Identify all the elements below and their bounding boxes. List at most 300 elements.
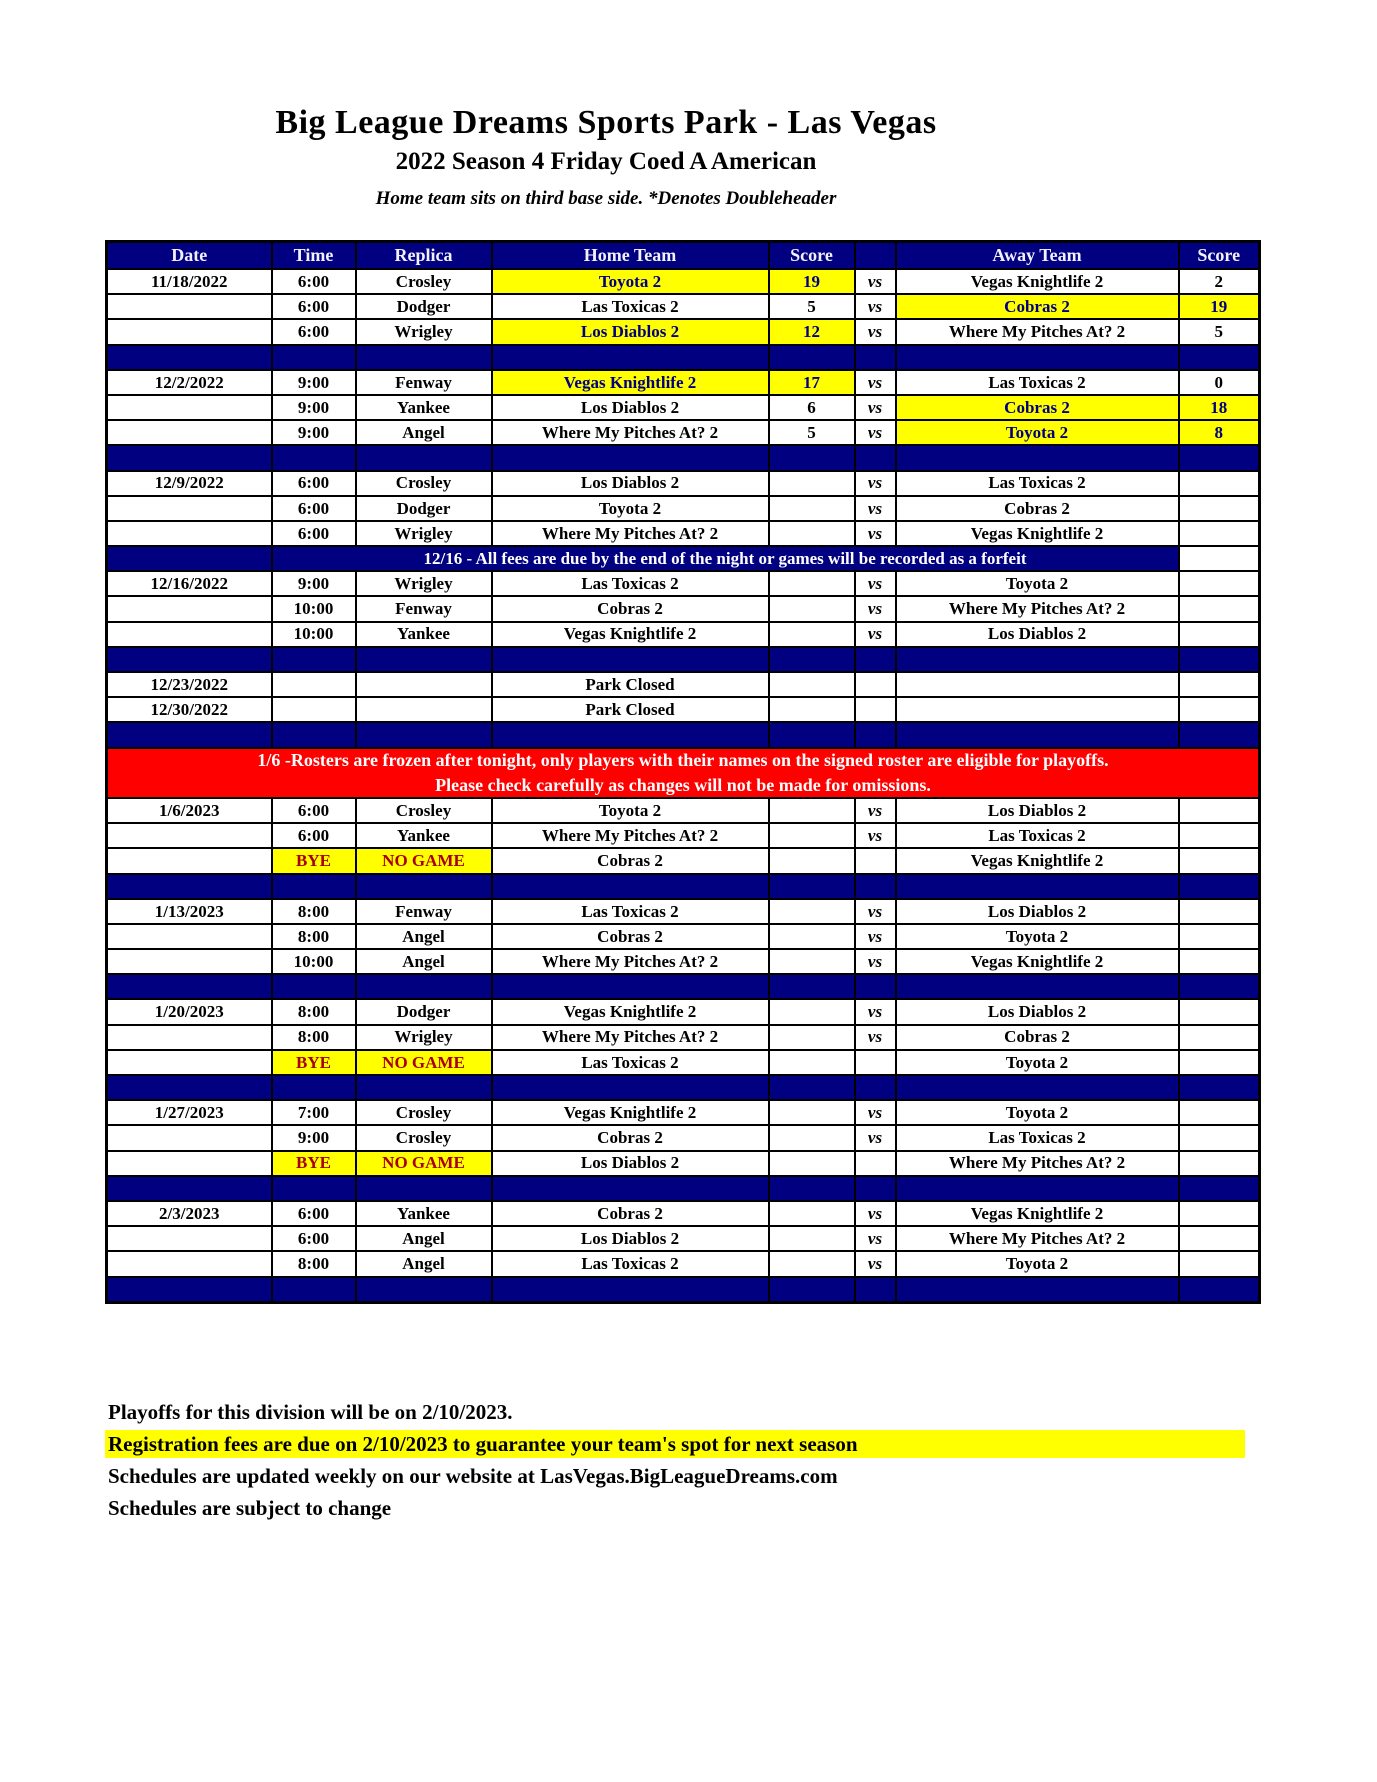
time-cell: 6:00: [272, 521, 356, 546]
away-score-cell: [1179, 848, 1260, 873]
game-row: [107, 622, 1260, 647]
home-team-cell: Las Toxicas 2: [492, 571, 769, 596]
separator-cell: [855, 722, 896, 747]
footer-line-4: Schedules are subject to change: [108, 1496, 392, 1520]
column-header-time: Time: [272, 242, 356, 270]
separator-cell: [896, 345, 1179, 370]
away-team-cell: Toyota 2: [896, 1100, 1179, 1125]
away-score-cell: [1179, 521, 1260, 546]
separator-cell: [855, 445, 896, 470]
vs-cell: vs: [855, 370, 896, 395]
away-team-cell: Vegas Knightlife 2: [896, 1201, 1179, 1226]
time-cell: 6:00: [272, 1201, 356, 1226]
date-cell: 11/18/2022: [107, 269, 272, 294]
separator-cell: [1179, 1176, 1260, 1201]
away-team-cell: Toyota 2: [896, 924, 1179, 949]
away-score-cell: [1179, 496, 1260, 521]
home-team-cell: Cobras 2: [492, 1201, 769, 1226]
separator-cell: [492, 974, 769, 999]
park-closed-row: [107, 697, 1260, 722]
home-score-cell: 6: [769, 395, 855, 420]
page-subtitle: 2022 Season 4 Friday Coed A American: [395, 148, 817, 175]
separator-cell: [769, 345, 855, 370]
roster-notice-row: [107, 773, 1260, 798]
time-cell: [272, 672, 356, 697]
replica-cell: [356, 697, 492, 722]
replica-cell: Dodger: [356, 999, 492, 1024]
date-cell: 12/9/2022: [107, 471, 272, 496]
footer-line-1: Playoffs for this division will be on 2/10/2023.: [108, 1400, 513, 1424]
column-header-replica: Replica: [356, 242, 492, 270]
date-cell: 1/27/2023: [107, 1100, 272, 1125]
away-team-cell: Cobras 2: [896, 496, 1179, 521]
away-team-cell: Cobras 2: [896, 294, 1179, 319]
away-team-cell: [896, 672, 1179, 697]
separator-cell: [107, 974, 272, 999]
game-row: [107, 798, 1260, 823]
home-score-cell: [769, 697, 855, 722]
separator-cell: [769, 647, 855, 672]
away-score-cell: [1179, 672, 1260, 697]
time-cell: 9:00: [272, 370, 356, 395]
separator-row: [107, 1277, 1260, 1303]
separator-cell: [1179, 647, 1260, 672]
date-cell: 1/20/2023: [107, 999, 272, 1024]
home-score-cell: 5: [769, 294, 855, 319]
separator-cell: [855, 874, 896, 899]
time-cell: 6:00: [272, 1226, 356, 1251]
replica-cell: Yankee: [356, 823, 492, 848]
home-team-cell: Where My Pitches At? 2: [492, 521, 769, 546]
replica-cell: Dodger: [356, 294, 492, 319]
away-team-cell: Toyota 2: [896, 1251, 1179, 1276]
date-cell: [107, 294, 272, 319]
separator-cell: [272, 345, 356, 370]
date-cell: [107, 823, 272, 848]
page-header: [0, 104, 1212, 210]
home-score-cell: 12: [769, 319, 855, 344]
column-header-away-team: Away Team: [896, 242, 1179, 270]
separator-cell: [107, 345, 272, 370]
vs-cell: vs: [855, 622, 896, 647]
away-score-cell: [1179, 622, 1260, 647]
date-cell: 12/16/2022: [107, 571, 272, 596]
page-title: Big League Dreams Sports Park - Las Vegas: [275, 104, 937, 141]
home-score-cell: [769, 496, 855, 521]
home-team-cell: Cobras 2: [492, 848, 769, 873]
date-cell: 1/13/2023: [107, 899, 272, 924]
time-cell: 8:00: [272, 924, 356, 949]
home-score-cell: [769, 1025, 855, 1050]
date-cell: [107, 496, 272, 521]
vs-cell: [855, 848, 896, 873]
separator-cell: [356, 445, 492, 470]
time-cell: BYE: [272, 848, 356, 873]
separator-cell: [769, 1176, 855, 1201]
schedule-table-body: [107, 242, 1260, 1303]
replica-cell: Angel: [356, 949, 492, 974]
separator-cell: [492, 1075, 769, 1100]
vs-cell: vs: [855, 999, 896, 1024]
away-team-cell: Where My Pitches At? 2: [896, 319, 1179, 344]
away-team-cell: Los Diablos 2: [896, 798, 1179, 823]
away-score-cell: [1179, 798, 1260, 823]
away-team-cell: Toyota 2: [896, 571, 1179, 596]
time-cell: 8:00: [272, 899, 356, 924]
game-row: [107, 949, 1260, 974]
replica-cell: Fenway: [356, 370, 492, 395]
time-cell: BYE: [272, 1050, 356, 1075]
date-cell: [107, 319, 272, 344]
time-cell: 6:00: [272, 294, 356, 319]
date-cell: [107, 420, 272, 445]
separator-cell: [896, 647, 1179, 672]
separator-cell: [855, 345, 896, 370]
separator-cell: [356, 874, 492, 899]
separator-cell: [356, 974, 492, 999]
separator-cell: [1179, 345, 1260, 370]
replica-cell: Yankee: [356, 1201, 492, 1226]
away-team-cell: Las Toxicas 2: [896, 823, 1179, 848]
away-team-cell: Cobras 2: [896, 395, 1179, 420]
home-score-cell: [769, 999, 855, 1024]
separator-row: [107, 722, 1260, 747]
time-cell: 10:00: [272, 596, 356, 621]
separator-row: [107, 874, 1260, 899]
replica-cell: Yankee: [356, 395, 492, 420]
away-team-cell: Los Diablos 2: [896, 999, 1179, 1024]
home-team-cell: Cobras 2: [492, 1125, 769, 1150]
separator-cell: [272, 1176, 356, 1201]
game-row: [107, 395, 1260, 420]
game-row: [107, 370, 1260, 395]
separator-row: [107, 445, 1260, 470]
bye-row: [107, 1151, 1260, 1176]
date-cell: [107, 1125, 272, 1150]
separator-cell: [356, 345, 492, 370]
home-score-cell: [769, 1226, 855, 1251]
date-cell: 2/3/2023: [107, 1201, 272, 1226]
away-score-cell: 18: [1179, 395, 1260, 420]
separator-cell: [855, 1277, 896, 1303]
away-score-cell: [1179, 571, 1260, 596]
separator-cell: [896, 445, 1179, 470]
vs-cell: [855, 672, 896, 697]
replica-cell: Wrigley: [356, 571, 492, 596]
fees-notice-text: 12/16 - All fees are due by the end of the night or games will be recorded as a forfeit: [272, 546, 1179, 571]
home-team-cell: Los Diablos 2: [492, 471, 769, 496]
away-score-cell: [1179, 1251, 1260, 1276]
footer-line-2: Registration fees are due on 2/10/2023 to guarantee your team's spot for next season: [105, 1430, 1245, 1458]
separator-cell: [1179, 974, 1260, 999]
replica-cell: Crosley: [356, 1125, 492, 1150]
away-team-cell: Toyota 2: [896, 420, 1179, 445]
time-cell: 6:00: [272, 496, 356, 521]
separator-cell: [1179, 722, 1260, 747]
home-score-cell: 19: [769, 269, 855, 294]
replica-cell: Crosley: [356, 798, 492, 823]
vs-cell: vs: [855, 1100, 896, 1125]
time-cell: 9:00: [272, 1125, 356, 1150]
vs-cell: vs: [855, 1226, 896, 1251]
time-cell: 7:00: [272, 1100, 356, 1125]
separator-row: [107, 647, 1260, 672]
separator-cell: [272, 722, 356, 747]
date-cell: 1/6/2023: [107, 798, 272, 823]
date-cell: [107, 622, 272, 647]
separator-cell: [1179, 874, 1260, 899]
game-row: [107, 999, 1260, 1024]
replica-cell: Wrigley: [356, 319, 492, 344]
notice-date-cell: [107, 546, 272, 571]
separator-cell: [107, 445, 272, 470]
vs-cell: vs: [855, 596, 896, 621]
home-score-cell: [769, 1100, 855, 1125]
vs-cell: vs: [855, 924, 896, 949]
replica-cell: Angel: [356, 1251, 492, 1276]
separator-row: [107, 1176, 1260, 1201]
vs-cell: vs: [855, 395, 896, 420]
home-score-cell: [769, 1050, 855, 1075]
away-team-cell: Vegas Knightlife 2: [896, 848, 1179, 873]
vs-cell: vs: [855, 420, 896, 445]
home-team-cell: Toyota 2: [492, 269, 769, 294]
time-cell: 6:00: [272, 823, 356, 848]
separator-cell: [107, 874, 272, 899]
separator-cell: [356, 1176, 492, 1201]
page-footer: [105, 1398, 1245, 1526]
column-header-date: Date: [107, 242, 272, 270]
vs-cell: vs: [855, 571, 896, 596]
away-score-cell: 2: [1179, 269, 1260, 294]
vs-cell: vs: [855, 1025, 896, 1050]
home-score-cell: [769, 672, 855, 697]
away-score-cell: [1179, 471, 1260, 496]
away-score-cell: [1179, 924, 1260, 949]
separator-cell: [492, 874, 769, 899]
schedule-table: [105, 240, 1261, 1304]
separator-cell: [107, 1277, 272, 1303]
separator-cell: [896, 1075, 1179, 1100]
away-score-cell: [1179, 596, 1260, 621]
replica-cell: Crosley: [356, 269, 492, 294]
footer-line-3: Schedules are updated weekly on our website at LasVegas.BigLeagueDreams.com: [108, 1464, 838, 1488]
away-team-cell: Vegas Knightlife 2: [896, 949, 1179, 974]
game-row: [107, 1025, 1260, 1050]
separator-cell: [855, 1075, 896, 1100]
away-score-cell: 0: [1179, 370, 1260, 395]
separator-cell: [492, 345, 769, 370]
separator-cell: [769, 445, 855, 470]
separator-cell: [855, 647, 896, 672]
home-score-cell: 5: [769, 420, 855, 445]
column-header-score: Score: [769, 242, 855, 270]
home-score-cell: [769, 521, 855, 546]
separator-cell: [272, 974, 356, 999]
replica-cell: Yankee: [356, 622, 492, 647]
game-row: [107, 496, 1260, 521]
date-cell: [107, 1151, 272, 1176]
separator-cell: [896, 1277, 1179, 1303]
home-team-note: Home team sits on third base side. *Denotes Doubleheader: [375, 188, 837, 209]
away-score-cell: [1179, 697, 1260, 722]
game-row: [107, 1125, 1260, 1150]
separator-row: [107, 345, 1260, 370]
home-team-cell: Where My Pitches At? 2: [492, 949, 769, 974]
replica-cell: Crosley: [356, 1100, 492, 1125]
away-score-cell: [1179, 949, 1260, 974]
game-row: [107, 1226, 1260, 1251]
away-score-cell: [1179, 1100, 1260, 1125]
home-score-cell: [769, 848, 855, 873]
home-score-cell: [769, 798, 855, 823]
home-score-cell: [769, 471, 855, 496]
game-row: [107, 924, 1260, 949]
away-team-cell: Vegas Knightlife 2: [896, 521, 1179, 546]
replica-cell: Angel: [356, 924, 492, 949]
away-team-cell: Los Diablos 2: [896, 899, 1179, 924]
column-header-score: Score: [1179, 242, 1260, 270]
column-header-vs: [855, 242, 896, 270]
replica-cell: Fenway: [356, 899, 492, 924]
game-row: [107, 571, 1260, 596]
home-team-cell: Toyota 2: [492, 798, 769, 823]
replica-cell: Wrigley: [356, 1025, 492, 1050]
separator-cell: [356, 722, 492, 747]
game-row: [107, 269, 1260, 294]
separator-cell: [1179, 445, 1260, 470]
vs-cell: vs: [855, 949, 896, 974]
vs-cell: [855, 697, 896, 722]
away-team-cell: Where My Pitches At? 2: [896, 1151, 1179, 1176]
away-score-cell: 19: [1179, 294, 1260, 319]
home-score-cell: [769, 1125, 855, 1150]
replica-cell: Wrigley: [356, 521, 492, 546]
replica-cell: NO GAME: [356, 1050, 492, 1075]
separator-cell: [896, 874, 1179, 899]
game-row: [107, 899, 1260, 924]
date-cell: [107, 521, 272, 546]
separator-cell: [272, 647, 356, 672]
away-team-cell: [896, 697, 1179, 722]
separator-cell: [492, 1176, 769, 1201]
time-cell: 9:00: [272, 395, 356, 420]
away-team-cell: Where My Pitches At? 2: [896, 1226, 1179, 1251]
away-score-cell: [1179, 1125, 1260, 1150]
game-row: [107, 319, 1260, 344]
roster-notice-row: [107, 748, 1260, 773]
home-score-cell: 17: [769, 370, 855, 395]
home-team-cell: Where My Pitches At? 2: [492, 420, 769, 445]
away-team-cell: Where My Pitches At? 2: [896, 596, 1179, 621]
vs-cell: vs: [855, 899, 896, 924]
home-team-cell: Las Toxicas 2: [492, 1251, 769, 1276]
home-score-cell: [769, 899, 855, 924]
away-score-cell: [1179, 1226, 1260, 1251]
home-score-cell: [769, 949, 855, 974]
home-team-cell: Vegas Knightlife 2: [492, 622, 769, 647]
home-team-cell: Vegas Knightlife 2: [492, 999, 769, 1024]
replica-cell: NO GAME: [356, 1151, 492, 1176]
away-team-cell: Las Toxicas 2: [896, 1125, 1179, 1150]
separator-cell: [896, 722, 1179, 747]
header-row: [107, 242, 1260, 270]
away-team-cell: Las Toxicas 2: [896, 471, 1179, 496]
separator-cell: [855, 1176, 896, 1201]
separator-cell: [356, 647, 492, 672]
separator-cell: [855, 974, 896, 999]
separator-cell: [272, 1075, 356, 1100]
home-team-cell: Las Toxicas 2: [492, 899, 769, 924]
separator-cell: [272, 874, 356, 899]
home-score-cell: [769, 924, 855, 949]
game-row: [107, 471, 1260, 496]
park-closed-row: [107, 672, 1260, 697]
home-score-cell: [769, 823, 855, 848]
vs-cell: vs: [855, 471, 896, 496]
date-cell: 12/30/2022: [107, 697, 272, 722]
vs-cell: vs: [855, 496, 896, 521]
park-closed-cell: Park Closed: [492, 672, 769, 697]
away-score-cell: [1179, 1050, 1260, 1075]
game-row: [107, 596, 1260, 621]
time-cell: 6:00: [272, 319, 356, 344]
separator-cell: [896, 974, 1179, 999]
vs-cell: vs: [855, 521, 896, 546]
game-row: [107, 1251, 1260, 1276]
replica-cell: Crosley: [356, 471, 492, 496]
away-team-cell: Vegas Knightlife 2: [896, 269, 1179, 294]
away-score-cell: [1179, 823, 1260, 848]
vs-cell: vs: [855, 269, 896, 294]
date-cell: [107, 848, 272, 873]
separator-cell: [1179, 1075, 1260, 1100]
date-cell: [107, 1251, 272, 1276]
column-header-home-team: Home Team: [492, 242, 769, 270]
time-cell: 10:00: [272, 622, 356, 647]
bye-row: [107, 1050, 1260, 1075]
time-cell: 8:00: [272, 1251, 356, 1276]
separator-cell: [107, 722, 272, 747]
game-row: [107, 420, 1260, 445]
time-cell: 10:00: [272, 949, 356, 974]
date-cell: [107, 1226, 272, 1251]
separator-cell: [769, 1075, 855, 1100]
away-team-cell: Toyota 2: [896, 1050, 1179, 1075]
time-cell: 6:00: [272, 471, 356, 496]
roster-notice-text: 1/6 -Rosters are frozen after tonight, only players with their names on the signed roster are eligible for playoffs.: [107, 748, 1260, 773]
separator-cell: [1179, 1277, 1260, 1303]
vs-cell: vs: [855, 823, 896, 848]
away-team-cell: Los Diablos 2: [896, 622, 1179, 647]
date-cell: 12/2/2022: [107, 370, 272, 395]
separator-cell: [492, 1277, 769, 1303]
home-team-cell: Where My Pitches At? 2: [492, 1025, 769, 1050]
home-score-cell: [769, 1201, 855, 1226]
park-closed-cell: Park Closed: [492, 697, 769, 722]
separator-cell: [107, 1176, 272, 1201]
home-score-cell: [769, 596, 855, 621]
home-team-cell: Los Diablos 2: [492, 1226, 769, 1251]
home-score-cell: [769, 1151, 855, 1176]
home-team-cell: Los Diablos 2: [492, 319, 769, 344]
home-team-cell: Los Diablos 2: [492, 1151, 769, 1176]
home-team-cell: Where My Pitches At? 2: [492, 823, 769, 848]
date-cell: [107, 596, 272, 621]
date-cell: [107, 395, 272, 420]
separator-cell: [356, 1277, 492, 1303]
time-cell: 9:00: [272, 420, 356, 445]
